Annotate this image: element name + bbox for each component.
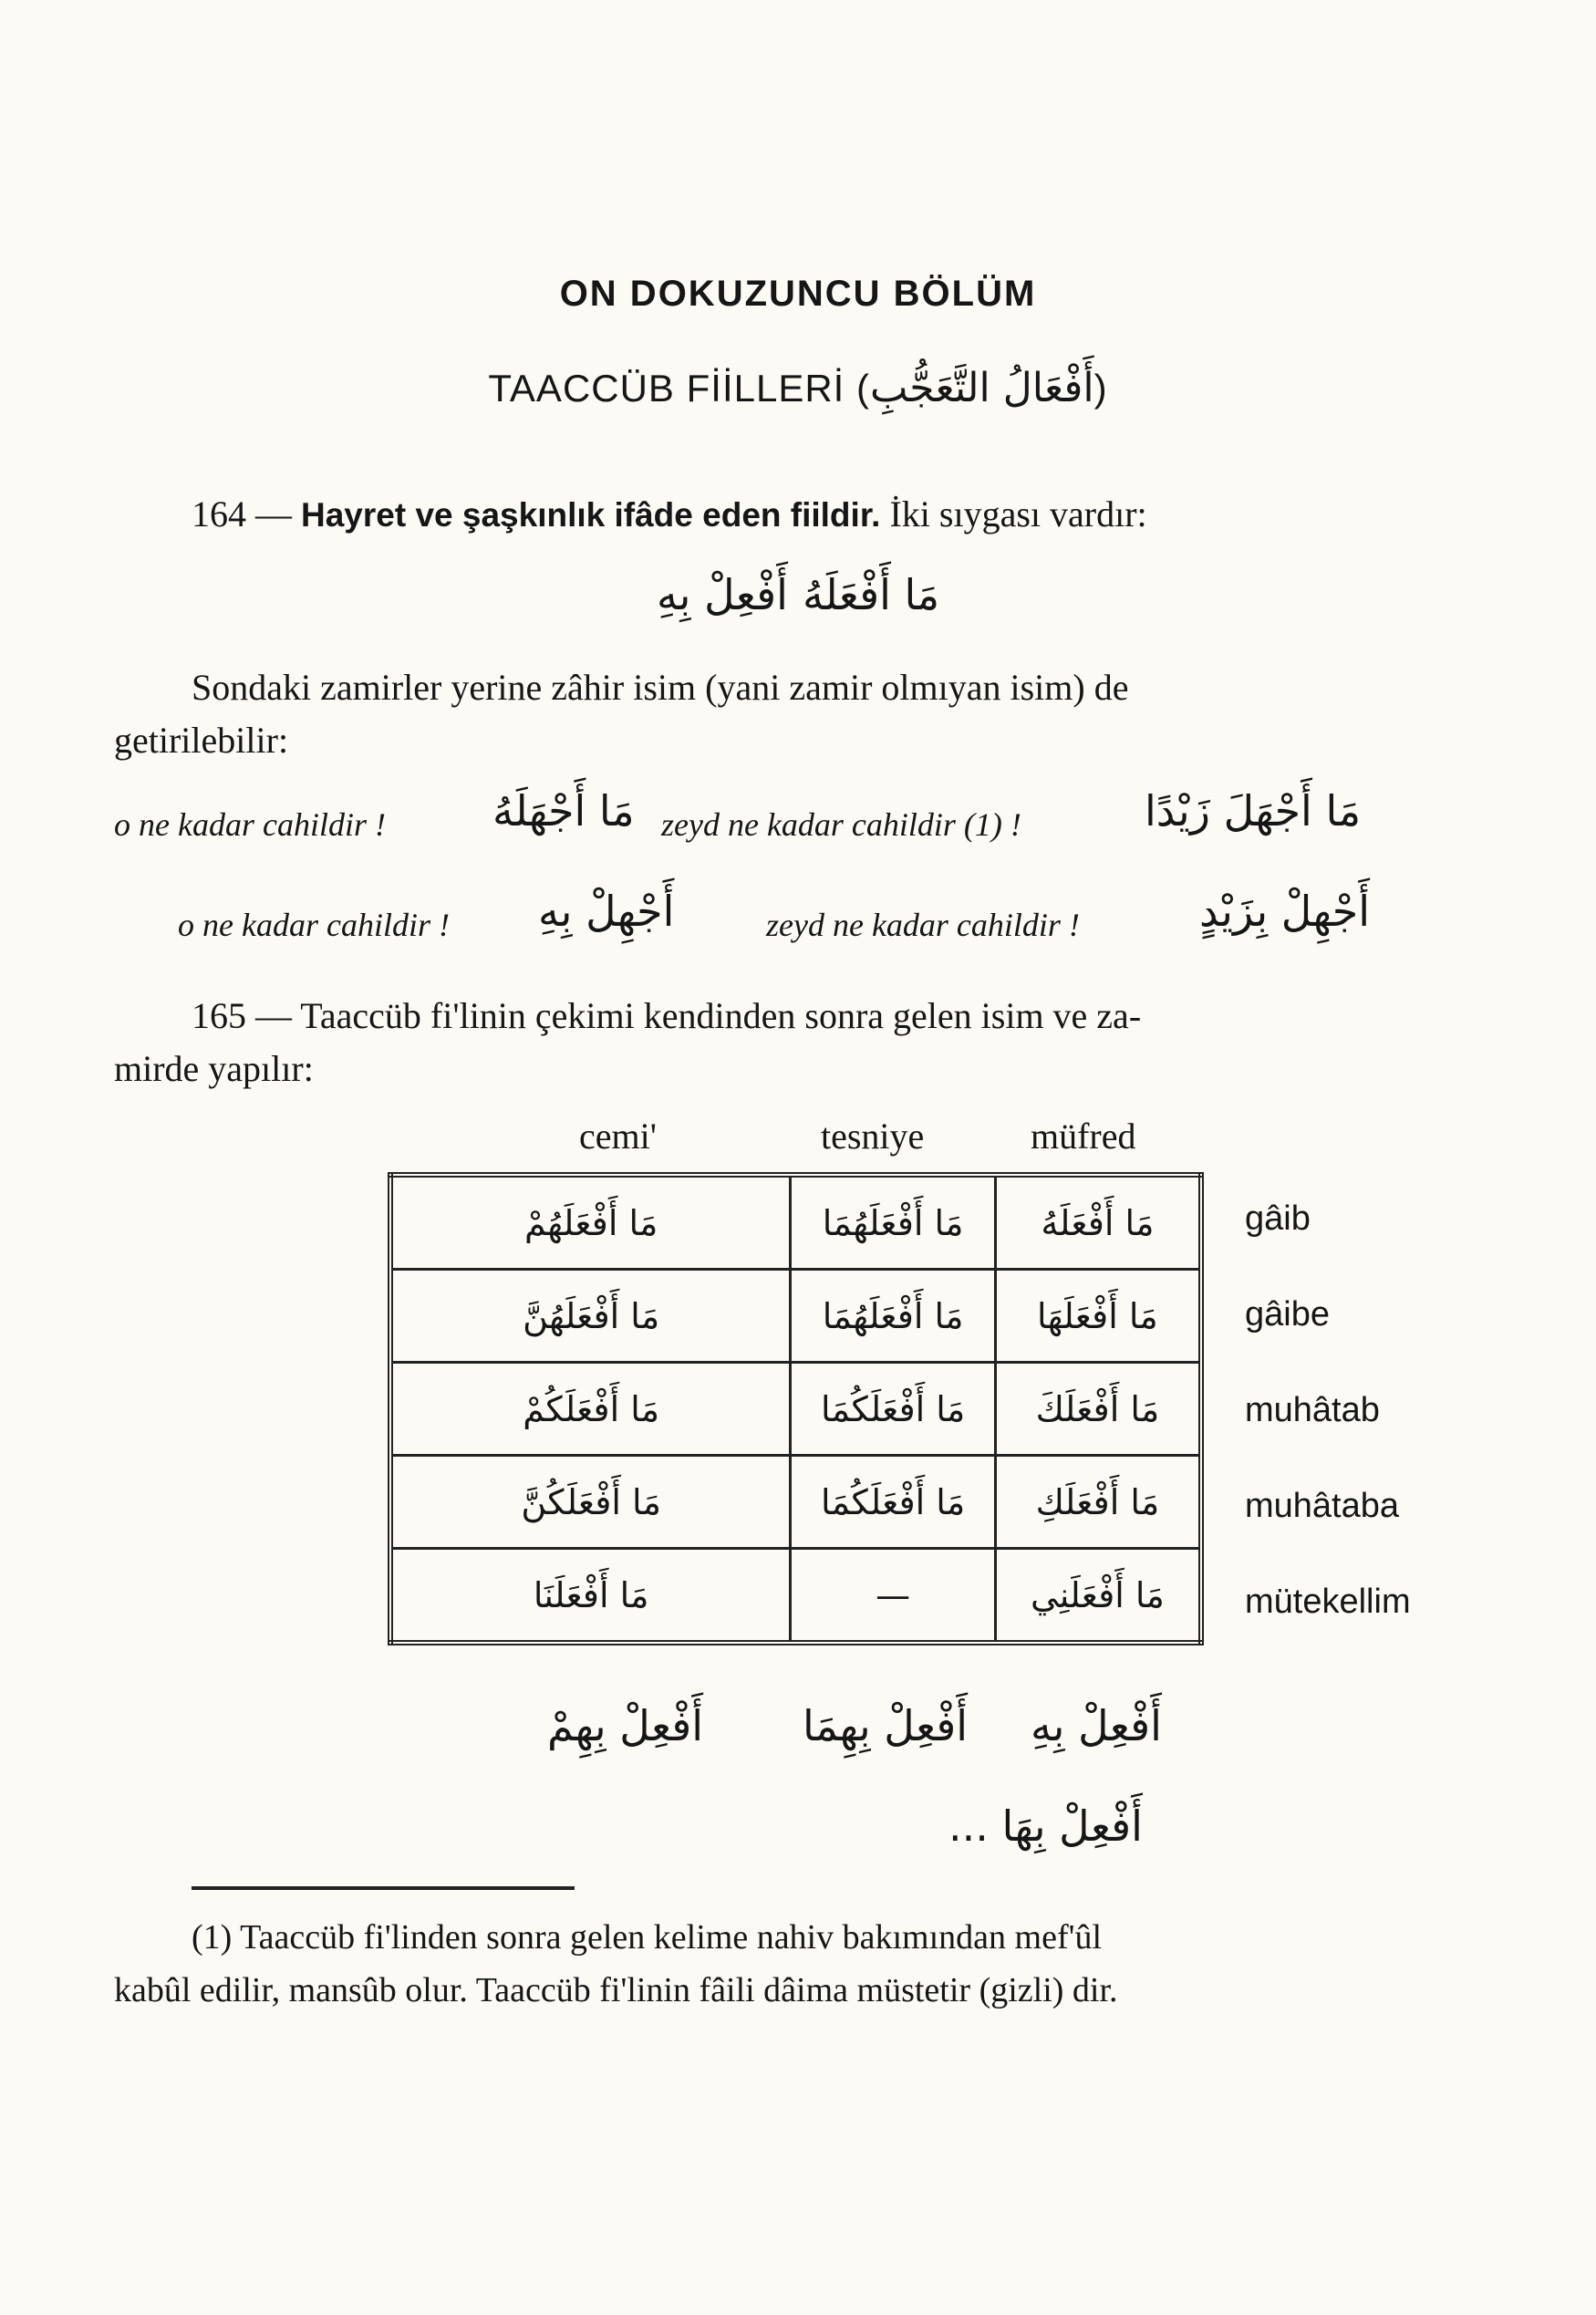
row-label-mutekellim: mütekellim [1245, 1583, 1411, 1621]
section-title-arabic: أَفْعَالُ التَّعَجُّبِ [870, 365, 1094, 411]
second-form-plural: أَفْعِلْ بِهِمْ [547, 1701, 704, 1750]
row-label-gaibe: gâibe [1245, 1295, 1330, 1334]
second-form-singular-fem: أَفْعِلْ بِهَا ... [948, 1801, 1143, 1851]
cell-gaibe-singular: مَا أَفْعَلَهَا [995, 1270, 1201, 1363]
footnote-line-1: (1) Taaccüb fi'linden sonra gelen kelime nahiv bakımından mef'ûl [192, 1918, 1103, 1957]
table-row-muhataba [390, 1456, 1201, 1549]
section-title-close-paren: ) [1093, 367, 1108, 410]
cell-mutekellim-dual: — [791, 1549, 995, 1644]
column-header-plural: cemi' [579, 1116, 657, 1157]
row-label-muhataba: muhâtaba [1245, 1487, 1400, 1525]
section-title [0, 365, 1596, 411]
table-row-gaib [390, 1175, 1201, 1270]
example-1-right-arabic: مَا أَجْهَلَ زَيْدًا [1145, 786, 1362, 836]
example-2-right-translation: zeyd ne kadar cahildir ! [766, 907, 1080, 943]
form-maafalahu: مَا أَفْعَلَهُ [803, 570, 940, 619]
cell-gaib-singular: مَا أَفْعَلَهُ [995, 1175, 1201, 1270]
section-164-rest: İki sıygası vardır: [889, 493, 1147, 535]
cell-gaibe-plural: مَا أَفْعَلَهُنَّ [390, 1270, 791, 1363]
table-row-muhatab [390, 1363, 1201, 1456]
second-form-singular-masc: أَفْعِلْ بِهِ [1031, 1701, 1162, 1750]
section-title-text: TAACCÜB FİİLLERİ [488, 367, 845, 410]
table-row-mutekellim [390, 1549, 1201, 1644]
section-164-number: 164 [192, 493, 246, 535]
chapter-heading: ON DOKUZUNCU BÖLÜM [559, 274, 1037, 314]
section-165-line-1: 165 — Taaccüb fi'linin çekimi kendinden sonra gelen isim ve za- [192, 995, 1142, 1036]
section-164-dash: — [255, 493, 292, 535]
example-1-left-arabic: مَا أَجْهَلَهُ [492, 786, 635, 836]
note-line-2: getirilebilir: [114, 720, 289, 761]
column-header-dual: tesniye [821, 1116, 925, 1157]
cell-muhatab-plural: مَا أَفْعَلَكُمْ [390, 1363, 791, 1456]
conjugation-table [388, 1172, 1204, 1645]
cell-mutekellim-singular: مَا أَفْعَلَنِي [995, 1549, 1201, 1644]
row-label-gaib: gâib [1245, 1199, 1311, 1238]
form-afilbihi: أَفْعِلْ بِهِ [657, 570, 788, 619]
note-line-1: Sondaki zamirler yerine zâhir isim (yani zamir olmıyan isim) de [192, 667, 1129, 708]
cell-gaib-plural: مَا أَفْعَلَهُمْ [390, 1175, 791, 1270]
cell-gaibe-dual: مَا أَفْعَلَهُمَا [791, 1270, 995, 1363]
example-2-right-arabic: أَجْهِلْ بِزَيْدٍ [1199, 887, 1371, 936]
cell-muhatab-dual: مَا أَفْعَلَكُمَا [791, 1363, 995, 1456]
section-165-line-2: mirde yapılır: [114, 1048, 314, 1089]
cell-muhataba-plural: مَا أَفْعَلَكُنَّ [390, 1456, 791, 1549]
second-form-dual: أَفْعِلْ بِهِمَا [803, 1701, 969, 1750]
example-2-left-translation: o ne kadar cahildir ! [178, 907, 450, 943]
row-label-muhatab: muhâtab [1245, 1391, 1380, 1429]
cell-gaib-dual: مَا أَفْعَلَهُمَا [791, 1175, 995, 1270]
footnote-divider [192, 1886, 575, 1890]
cell-muhataba-dual: مَا أَفْعَلَكُمَا [791, 1456, 995, 1549]
cell-muhataba-singular: مَا أَفْعَلَكِ [995, 1456, 1201, 1549]
column-header-singular: müfred [1031, 1116, 1136, 1157]
footnote-line-2: kabûl edilir, mansûb olur. Taaccüb fi'linin fâili dâima müstetir (gizli) dir. [114, 1971, 1118, 2009]
cell-mutekellim-plural: مَا أَفْعَلَنَا [390, 1549, 791, 1644]
section-title-open-paren: ( [856, 367, 871, 410]
section-164-definition [192, 488, 1147, 542]
table-row-gaibe [390, 1270, 1201, 1363]
section-164-bold-text: Hayret ve şaşkınlık ifâde eden fiildir. [301, 496, 881, 534]
example-2-left-arabic: أَجْهِلْ بِهِ [538, 887, 675, 936]
example-1-left-translation: o ne kadar cahildir ! [114, 806, 386, 843]
example-1-right-translation: zeyd ne kadar cahildir (1) ! [661, 806, 1021, 843]
cell-muhatab-singular: مَا أَفْعَلَكَ [995, 1363, 1201, 1456]
